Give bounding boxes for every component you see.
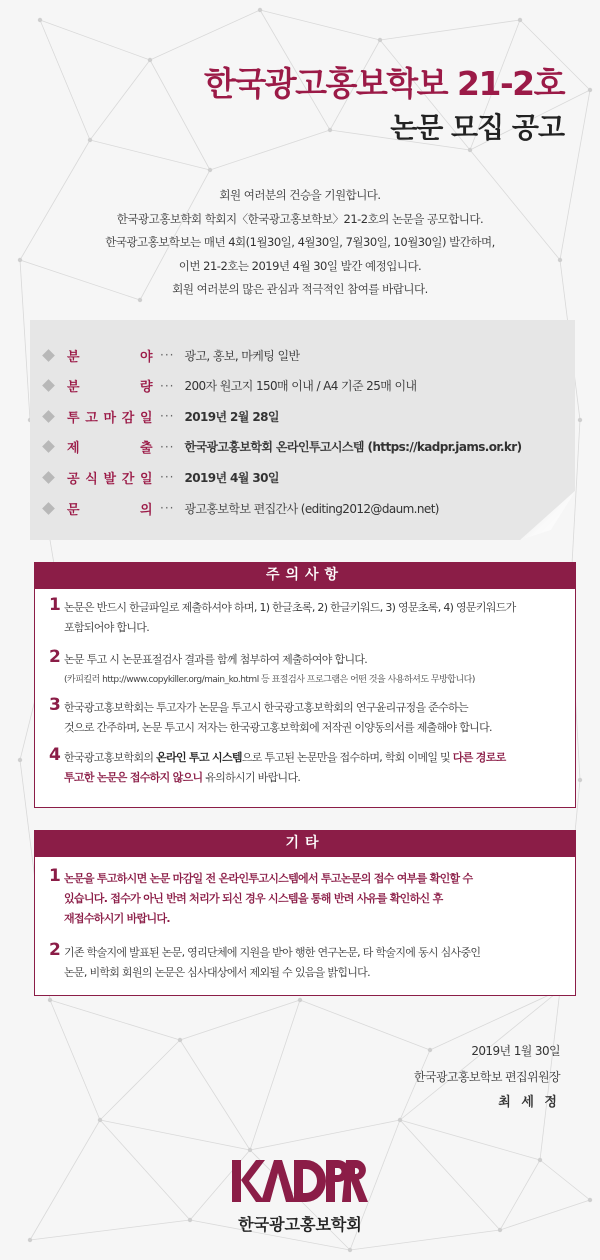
online-system-highlight: 온라인 투고 시스템 <box>156 751 242 764</box>
info-value: 광고, 홍보, 마케팅 일반 <box>184 348 300 363</box>
info-value: 광고홍보학보 편집간사 (editing2012@daum.net) <box>184 501 439 516</box>
diamond-bullet-icon <box>42 349 55 362</box>
etc-heading: 기타 <box>34 830 576 856</box>
info-row <box>40 433 522 461</box>
diamond-bullet-icon <box>42 471 55 484</box>
info-label-char: 감 <box>121 410 134 426</box>
not-accepted-highlight: 투고한 논문은 접수하지 않으니 <box>64 771 203 784</box>
item-line <box>64 768 559 788</box>
info-label-char: 량 <box>139 380 152 396</box>
intro-line: 한국광고홍보학회 학회지〈한국광고홍보학보〉21-2호의 논문을 공모합니다. <box>116 211 484 226</box>
info-row <box>40 494 439 522</box>
signature-name: 최 세 정 <box>498 1095 560 1110</box>
notice-heading: 주의사항 <box>34 562 576 588</box>
info-label <box>67 499 152 518</box>
item-line: 기존 학술지에 발표된 논문, 영리단체에 지원을 받아 행한 연구논문, 타 학술지에 동시 심사중인 <box>64 946 481 959</box>
intro-line: 회원 여러분의 많은 관심과 적극적인 참여를 바랍니다. <box>172 282 428 296</box>
item-note: (카피킬러 http://www.copykiller.org/main_ko.html 등 표절검사 프로그램은 어떤 것을 사용하셔도 무방합니다) <box>64 675 475 685</box>
diamond-bullet-icon <box>42 502 55 515</box>
info-label-char: 출 <box>139 441 152 457</box>
info-label-char: 야 <box>139 349 152 365</box>
item-line: 한국광고홍보학회는 투고자가 논문을 투고시 한국광고홍보학회의 연구윤리규정을 준수하는 <box>64 701 468 714</box>
signature-block <box>414 1038 560 1116</box>
text-run: 유의하시기 바랍니다. <box>202 771 301 784</box>
item-line: 있습니다. 접수가 아닌 반려 처리가 되신 경우 시스템을 통해 반려 사유를 확인하신 후 <box>64 892 443 905</box>
leader-dots: ··· <box>160 439 175 454</box>
info-row <box>40 463 279 491</box>
item-number: 1 <box>49 866 61 886</box>
diamond-bullet-icon <box>42 379 55 392</box>
info-label-char: 식 <box>85 471 98 487</box>
item-line: 논문, 비학회 회원의 논문은 심사대상에서 제외될 수 있음을 밝힙니다. <box>64 966 370 979</box>
leader-dots: ··· <box>160 348 175 362</box>
logo-org-name: 한국광고홍보학회 <box>238 1215 362 1234</box>
info-row <box>40 402 279 430</box>
info-label-char: 문 <box>67 502 80 518</box>
info-label-char: 발 <box>103 471 116 487</box>
intro-line: 한국광고홍보학보는 매년 4회(1월30일, 4월30일, 7월30일, 10월30일) 발간하며, <box>105 235 495 249</box>
etc-box <box>34 856 576 996</box>
intro-line: 이번 21-2호는 2019년 4월 30일 발간 예정입니다. <box>178 258 422 273</box>
leader-dots: ··· <box>160 501 175 515</box>
info-label-char: 고 <box>85 410 98 426</box>
info-value: 200자 원고지 150매 이내 / A4 기준 25매 이내 <box>184 379 417 394</box>
item-line: 논문은 반드시 한글파일로 제출하셔야 하며, 1) 한글초록, 2) 한글키워드, 3) 영문초록, 4) 영문키워드가 <box>64 601 516 614</box>
page-title: 한국광고홍보학보 21-2호 <box>204 64 564 103</box>
info-label-char: 일 <box>139 471 152 487</box>
info-label-char: 마 <box>103 410 116 426</box>
info-value: 2019년 2월 28일 <box>184 409 279 424</box>
leader-dots: ··· <box>160 470 175 485</box>
item-line: 재접수하시기 바랍니다. <box>64 912 170 925</box>
info-label-char: 투 <box>67 410 80 426</box>
info-label <box>67 407 152 426</box>
info-value: 한국광고홍보학회 온라인투고시스템 (https://kadpr.jams.or.kr) <box>184 440 522 455</box>
info-label-char: 분 <box>67 380 80 396</box>
info-row <box>40 372 416 400</box>
info-label-char: 분 <box>67 349 80 365</box>
info-label <box>67 468 152 487</box>
intro-line: 회원 여러분의 건승을 기원합니다. <box>219 188 381 202</box>
text-run: 으로 투고된 논문만을 접수하며, 학회 이메일 및 <box>241 751 453 764</box>
page-subtitle: 논문 모집 공고 <box>390 111 564 144</box>
item-number: 4 <box>49 745 61 765</box>
other-route-highlight: 다른 경로로 <box>452 751 506 764</box>
item-line: 것으로 간주하며, 논문 투고시 저자는 한국광고홍보학회에 저작권 이양동의서를 제출해야 합니다. <box>64 721 492 734</box>
item-line: 논문을 투고하시면 논문 마감일 전 온라인투고시스템에서 투고논문의 접수 여부를 확인할 수 <box>64 872 473 885</box>
signature-org: 한국광고홍보학보 편집위원장 <box>413 1070 560 1084</box>
item-line: 논문 투고 시 논문표절검사 결과를 함께 첨부하여 제출하여야 합니다. <box>64 653 368 666</box>
info-label <box>67 346 152 365</box>
info-label-char: 일 <box>139 410 152 426</box>
info-label <box>67 376 152 395</box>
item-line: 포함되어야 합니다. <box>64 621 150 634</box>
info-label-char: 공 <box>67 471 80 487</box>
diamond-bullet-icon <box>42 410 55 423</box>
info-label-char: 간 <box>121 471 134 487</box>
notice-box <box>34 588 576 808</box>
item-number: 3 <box>49 695 61 715</box>
item-number: 1 <box>49 595 61 615</box>
leader-dots: ··· <box>160 409 175 424</box>
info-label <box>67 437 152 456</box>
item-number: 2 <box>49 940 61 960</box>
signature-date: 2019년 1월 30일 <box>471 1044 560 1058</box>
info-label-char: 제 <box>67 441 80 457</box>
diamond-bullet-icon <box>42 440 55 453</box>
kadpr-logo <box>232 1158 368 1204</box>
text-run: 한국광고홍보학회의 <box>64 751 157 764</box>
intro-paragraph <box>0 184 600 302</box>
leader-dots: ··· <box>160 378 175 393</box>
info-value: 2019년 4월 30일 <box>184 470 279 485</box>
info-row <box>40 341 299 369</box>
info-label-char: 의 <box>139 502 152 518</box>
logo-mark-text: KADPR <box>232 1158 236 1159</box>
item-number: 2 <box>49 647 61 667</box>
item-line <box>64 748 559 768</box>
